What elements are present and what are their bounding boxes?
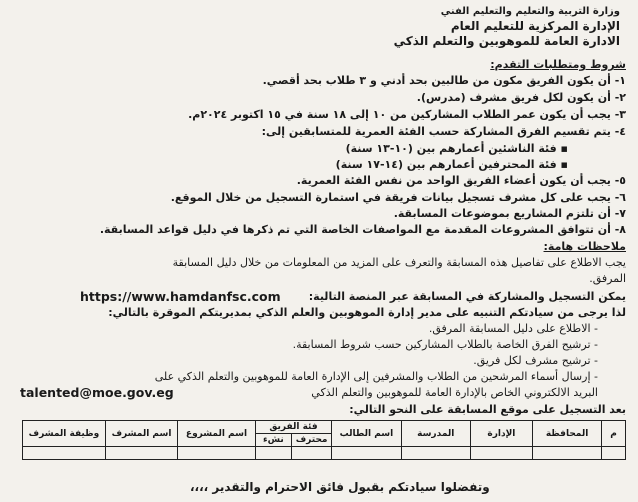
table-header-cell: اسم المشروع xyxy=(178,421,256,447)
condition-item: ٥- يجب أن يكون أعضاء الفريق الواحد من نفس الفئة العمرية. xyxy=(296,174,626,187)
condition-item: ٣- يجب أن يكون عمر الطلاب المشاركين من ١٠ إلى ١٨ سنة في ١٥ اكتوبر ٢٠٢٤م. xyxy=(188,108,626,121)
registration-platform-text: يمكن التسجيل والمشاركة في المسابقة عبر المنصة التالية: xyxy=(308,290,626,303)
table-intro: بعد التسجيل على موقع المسابقة على النحو التالي: xyxy=(349,403,626,416)
table-header-cell: م xyxy=(602,421,626,447)
central-admin-name: الإدارة المركزية للتعليم العام xyxy=(450,19,620,33)
condition-item: ٧- أن تلتزم المشاريع بموضوعات المسابقة. xyxy=(393,207,626,220)
notes-paragraph: المرفق. xyxy=(589,272,626,285)
notes-instruction: لذا يرجى من سيادتكم التنبيه على مدير إدارة الموهوبين والعلم الذكي بمديريتكم الموقرة بالتالي: xyxy=(108,306,626,319)
registration-url-link[interactable]: https://www.hamdanfsc.com xyxy=(80,289,281,304)
table-header-cell: المدرسة xyxy=(401,421,470,447)
registration-table xyxy=(22,420,626,460)
table-subheader-cell: محترف xyxy=(291,434,331,447)
table-header-row xyxy=(23,421,626,434)
notes-title: ملاحظات هامة: xyxy=(543,240,626,253)
notes-bullet-continued: البريد الالكتروني الخاص بالإدارة العامة للموهوبين والتعلم الذكي xyxy=(311,386,598,399)
notes-bullet: - الاطلاع على دليل المسابقة المرفق. xyxy=(428,322,598,335)
ministry-name: وزارة التربية والتعليم والتعليم الفني xyxy=(440,6,620,17)
table-header-cell: اسم المشرف xyxy=(105,421,177,447)
letterhead xyxy=(394,4,620,49)
condition-subitem: ▪ فئة المحترفين أعمارهم بين (١٤-١٧ سنة) xyxy=(335,158,568,171)
table-header-cell: المحافظة xyxy=(532,421,601,447)
condition-item: ٢- أن يكون لكل فريق مشرف (مدرس). xyxy=(416,91,626,104)
table-row xyxy=(23,447,626,460)
table-header-cell: الإدارة xyxy=(470,421,532,447)
notes-bullet: - إرسال أسماء المرشحين من الطلاب والمشرفين إلى الإدارة العامة للموهوبين والتعلم الذكي على xyxy=(154,370,598,383)
table-header-cell: اسم الطالب xyxy=(332,421,401,447)
condition-subitem: ▪ فئة الناشئين أعمارهم بين (١٠-١٣ سنة) xyxy=(345,142,568,155)
condition-item: ٤- يتم تقسيم الفرق المشاركة حسب الفئة العمرية للمتسابقين إلى: xyxy=(261,125,626,138)
general-admin-name: الادارة العامة للموهوبين والتعلم الذكي xyxy=(393,34,620,48)
condition-item: ١- أن يكون الفريق مكون من طالبين بحد أدني و ٣ طلاب بحد أقصي. xyxy=(262,74,626,87)
notes-paragraph: يجب الاطلاع على تفاصيل هذه المسابقة والتعرف على المزيد من المعلومات من خلال دليل المسابقة xyxy=(172,256,626,269)
notes-bullet: - ترشيح مشرف لكل فريق. xyxy=(473,354,598,367)
closing-remark: وتفضلوا سيادتكم بقبول فائق الاحترام والتقدير ،،،، xyxy=(190,480,490,494)
table-subheader-cell: نشء xyxy=(255,434,291,447)
table-header-cell: وظيفة المشرف xyxy=(23,421,106,447)
condition-item: ٨- أن تتوافق المشروعات المقدمة مع المواصفات الخاصة التي تم ذكرها في دليل قواعد المسابقة. xyxy=(99,223,626,236)
conditions-title: شروط ومتطلبات التقدم: xyxy=(490,58,626,71)
table-header-cell: فئة الفريق xyxy=(255,421,332,434)
notes-bullet: - ترشيح الفرق الخاصة بالطلاب المشاركين حسب شروط المسابقة. xyxy=(292,338,598,351)
condition-item: ٦- يجب على كل مشرف تسجيل بيانات فريقة في استمارة التسجيل من خلال الموقع. xyxy=(170,191,626,204)
contact-email-link[interactable]: talented@moe.gov.eg xyxy=(20,385,174,400)
